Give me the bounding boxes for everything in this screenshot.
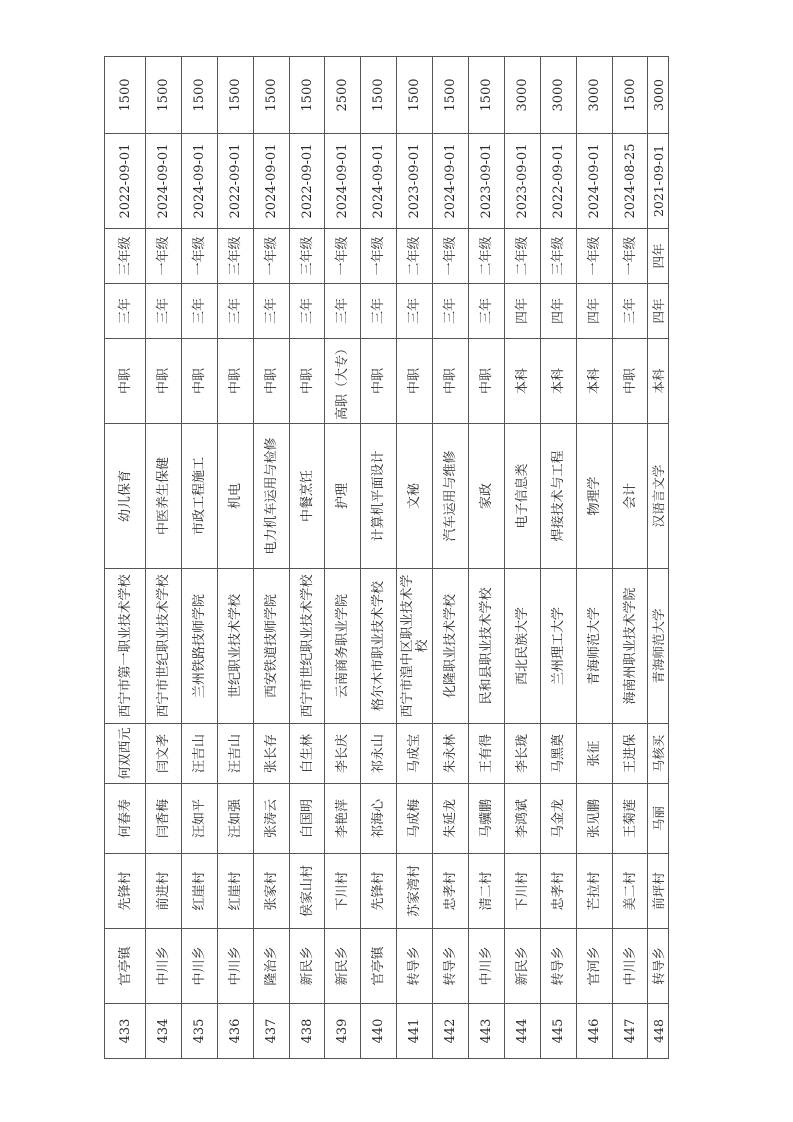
town-cell: 转导乡 (540, 929, 576, 1004)
table-row (469, 57, 505, 1059)
education-level-cell: 中职 (433, 339, 469, 424)
rotated-table-wrapper (104, 57, 669, 1059)
town-cell: 中川乡 (146, 929, 182, 1004)
major-cell: 计算机平面设计 (361, 424, 397, 569)
school-cell: 格尔木市职业技术学校 (361, 569, 397, 724)
school-cell: 西安铁道技师学院 (253, 569, 289, 724)
grade-cell: 一年级 (576, 229, 612, 284)
table-body (105, 57, 669, 1059)
education-level-cell: 中职 (105, 339, 146, 424)
grade-cell: 三年级 (105, 229, 146, 284)
grade-cell: 三年级 (217, 229, 253, 284)
education-level-cell: 中职 (253, 339, 289, 424)
row-number-cell: 434 (146, 1004, 182, 1059)
enrollment-date-cell: 2023-09-01 (469, 134, 505, 229)
subsidy-amount-cell: 1500 (433, 57, 469, 134)
enrollment-date-cell: 2024-09-01 (325, 134, 361, 229)
major-cell: 汽车运用与维修 (433, 424, 469, 569)
student-name-cell: 李艳萍 (325, 784, 361, 854)
student-name-cell: 张见鹏 (576, 784, 612, 854)
grade-cell: 二年级 (504, 229, 540, 284)
student-name-cell: 马丽 (648, 784, 669, 854)
enrollment-date-cell: 2024-09-01 (433, 134, 469, 229)
row-number-cell: 436 (217, 1004, 253, 1059)
grade-cell: 一年级 (146, 229, 182, 284)
table-row (361, 57, 397, 1059)
student-name-cell: 朱延龙 (433, 784, 469, 854)
student-name-cell: 李鸿斌 (504, 784, 540, 854)
major-cell: 市政工程施工 (181, 424, 217, 569)
row-number-cell: 441 (397, 1004, 433, 1059)
major-cell: 电子信息类 (504, 424, 540, 569)
town-cell: 官河乡 (576, 929, 612, 1004)
program-length-cell: 三年 (105, 284, 146, 339)
subsidy-amount-cell: 3000 (648, 57, 669, 134)
education-level-cell: 本科 (648, 339, 669, 424)
program-length-cell: 四年 (576, 284, 612, 339)
row-number-cell: 445 (540, 1004, 576, 1059)
school-cell: 海南州职业技术学院 (612, 569, 648, 724)
major-cell: 焊接技术与工程 (540, 424, 576, 569)
guardian-name-cell: 王有得 (469, 724, 505, 784)
major-cell: 电力机车运用与检修 (253, 424, 289, 569)
row-number-cell: 443 (469, 1004, 505, 1059)
program-length-cell: 四年 (648, 284, 669, 339)
row-number-cell: 437 (253, 1004, 289, 1059)
subsidy-amount-cell: 1500 (181, 57, 217, 134)
grade-cell: 一年级 (253, 229, 289, 284)
town-cell: 新民乡 (504, 929, 540, 1004)
table-row (433, 57, 469, 1059)
education-level-cell: 本科 (504, 339, 540, 424)
program-length-cell: 三年 (397, 284, 433, 339)
row-number-cell: 442 (433, 1004, 469, 1059)
guardian-name-cell: 汪吉山 (217, 724, 253, 784)
enrollment-date-cell: 2024-09-01 (576, 134, 612, 229)
education-level-cell: 中职 (146, 339, 182, 424)
enrollment-date-cell: 2024-09-01 (181, 134, 217, 229)
guardian-name-cell: 朱永林 (433, 724, 469, 784)
enrollment-date-cell: 2021-09-01 (648, 134, 669, 229)
town-cell: 转导乡 (648, 929, 669, 1004)
major-cell: 文秘 (397, 424, 433, 569)
education-level-cell: 中职 (289, 339, 325, 424)
town-cell: 转导乡 (397, 929, 433, 1004)
town-cell: 中川乡 (217, 929, 253, 1004)
rotated-page (104, 57, 669, 1059)
table-row (181, 57, 217, 1059)
village-cell: 忠孝村 (433, 854, 469, 929)
grade-cell: 三年级 (540, 229, 576, 284)
major-cell: 会计 (612, 424, 648, 569)
guardian-name-cell: 马成宝 (397, 724, 433, 784)
table-row (146, 57, 182, 1059)
table-row (576, 57, 612, 1059)
subsidy-amount-cell: 3000 (504, 57, 540, 134)
guardian-name-cell: 张征 (576, 724, 612, 784)
row-number-cell: 433 (105, 1004, 146, 1059)
major-cell: 物理学 (576, 424, 612, 569)
student-name-cell: 张涛云 (253, 784, 289, 854)
village-cell: 苏家湾村 (397, 854, 433, 929)
program-length-cell: 三年 (289, 284, 325, 339)
enrollment-date-cell: 2023-09-01 (397, 134, 433, 229)
table-row (397, 57, 433, 1059)
grade-cell: 三年级 (289, 229, 325, 284)
program-length-cell: 三年 (217, 284, 253, 339)
program-length-cell: 四年 (540, 284, 576, 339)
major-cell: 家政 (469, 424, 505, 569)
guardian-name-cell: 马核买 (648, 724, 669, 784)
town-cell: 官亭镇 (361, 929, 397, 1004)
subsidy-amount-cell: 1500 (397, 57, 433, 134)
education-level-cell: 本科 (540, 339, 576, 424)
program-length-cell: 三年 (469, 284, 505, 339)
guardian-name-cell: 李长庆 (325, 724, 361, 784)
town-cell: 转导乡 (433, 929, 469, 1004)
student-name-cell: 马成梅 (397, 784, 433, 854)
program-length-cell: 三年 (433, 284, 469, 339)
education-level-cell: 中职 (217, 339, 253, 424)
program-length-cell: 三年 (146, 284, 182, 339)
student-name-cell: 何春寿 (105, 784, 146, 854)
student-name-cell: 祁海心 (361, 784, 397, 854)
subsidy-amount-cell: 3000 (576, 57, 612, 134)
village-cell: 美二村 (612, 854, 648, 929)
town-cell: 官亭镇 (105, 929, 146, 1004)
village-cell: 张家村 (253, 854, 289, 929)
enrollment-date-cell: 2022-09-01 (540, 134, 576, 229)
table-row (648, 57, 669, 1059)
student-name-cell: 汪如平 (181, 784, 217, 854)
guardian-name-cell: 李长珑 (504, 724, 540, 784)
grade-cell: 一年级 (325, 229, 361, 284)
guardian-name-cell: 闫文孝 (146, 724, 182, 784)
school-cell: 青海师范大学 (576, 569, 612, 724)
row-number-cell: 439 (325, 1004, 361, 1059)
program-length-cell: 三年 (612, 284, 648, 339)
program-length-cell: 四年 (504, 284, 540, 339)
subsidy-amount-cell: 1500 (146, 57, 182, 134)
subsidy-amount-cell: 1500 (217, 57, 253, 134)
subsidy-amount-cell: 1500 (253, 57, 289, 134)
enrollment-date-cell: 2024-08-25 (612, 134, 648, 229)
major-cell: 护理 (325, 424, 361, 569)
guardian-name-cell: 何双西元 (105, 724, 146, 784)
major-cell: 中餐烹饪 (289, 424, 325, 569)
grade-cell: 一年级 (612, 229, 648, 284)
enrollment-date-cell: 2022-09-01 (289, 134, 325, 229)
table-row (105, 57, 146, 1059)
education-level-cell: 中职 (397, 339, 433, 424)
guardian-name-cell: 祁永山 (361, 724, 397, 784)
village-cell: 忠孝村 (540, 854, 576, 929)
town-cell: 新民乡 (289, 929, 325, 1004)
subsidy-amount-cell: 1500 (361, 57, 397, 134)
village-cell: 前坪村 (648, 854, 669, 929)
village-cell: 前进村 (146, 854, 182, 929)
village-cell: 下川村 (325, 854, 361, 929)
student-name-cell: 白国明 (289, 784, 325, 854)
school-cell: 西宁市第一职业技术学校 (105, 569, 146, 724)
town-cell: 中川乡 (469, 929, 505, 1004)
grade-cell: 四年 (648, 229, 669, 284)
row-number-cell: 444 (504, 1004, 540, 1059)
enrollment-date-cell: 2024-09-01 (361, 134, 397, 229)
program-length-cell: 三年 (361, 284, 397, 339)
town-cell: 新民乡 (325, 929, 361, 1004)
school-cell: 西北民族大学 (504, 569, 540, 724)
school-cell: 西宁市湟中区职业技术学校 (397, 569, 433, 724)
education-level-cell: 中职 (612, 339, 648, 424)
program-length-cell: 三年 (253, 284, 289, 339)
education-level-cell: 中职 (469, 339, 505, 424)
subsidy-amount-cell: 3000 (540, 57, 576, 134)
town-cell: 隆治乡 (253, 929, 289, 1004)
grade-cell: 二年级 (469, 229, 505, 284)
subsidy-amount-cell: 1500 (469, 57, 505, 134)
education-level-cell: 本科 (576, 339, 612, 424)
row-number-cell: 440 (361, 1004, 397, 1059)
table-row (504, 57, 540, 1059)
row-number-cell: 438 (289, 1004, 325, 1059)
table-row (612, 57, 648, 1059)
town-cell: 中川乡 (612, 929, 648, 1004)
subsidy-amount-cell: 1500 (612, 57, 648, 134)
grade-cell: 二年级 (397, 229, 433, 284)
guardian-name-cell: 白生林 (289, 724, 325, 784)
major-cell: 中医养生保健 (146, 424, 182, 569)
guardian-name-cell: 马黑奠 (540, 724, 576, 784)
table-row (289, 57, 325, 1059)
student-name-cell: 马骥鹏 (469, 784, 505, 854)
enrollment-date-cell: 2023-09-01 (504, 134, 540, 229)
table-row (325, 57, 361, 1059)
enrollment-date-cell: 2024-09-01 (146, 134, 182, 229)
row-number-cell: 435 (181, 1004, 217, 1059)
subsidy-amount-cell: 1500 (105, 57, 146, 134)
school-cell: 兰州铁路技师学院 (181, 569, 217, 724)
school-cell: 西宁市世纪职业技术学校 (289, 569, 325, 724)
guardian-name-cell: 王进保 (612, 724, 648, 784)
education-level-cell: 中职 (361, 339, 397, 424)
village-cell: 先锋村 (105, 854, 146, 929)
school-cell: 云南商务职业学院 (325, 569, 361, 724)
major-cell: 机电 (217, 424, 253, 569)
grade-cell: 一年级 (181, 229, 217, 284)
subsidy-amount-cell: 2500 (325, 57, 361, 134)
program-length-cell: 三年 (181, 284, 217, 339)
guardian-name-cell: 汪吉山 (181, 724, 217, 784)
town-cell: 中川乡 (181, 929, 217, 1004)
student-name-cell: 马金龙 (540, 784, 576, 854)
enrollment-date-cell: 2024-09-01 (253, 134, 289, 229)
subsidy-amount-cell: 1500 (289, 57, 325, 134)
grade-cell: 一年级 (433, 229, 469, 284)
village-cell: 下川村 (504, 854, 540, 929)
student-name-cell: 汪如强 (217, 784, 253, 854)
row-number-cell: 446 (576, 1004, 612, 1059)
enrollment-date-cell: 2022-09-01 (105, 134, 146, 229)
row-number-cell: 447 (612, 1004, 648, 1059)
enrollment-date-cell: 2022-09-01 (217, 134, 253, 229)
student-subsidy-table (104, 56, 669, 1059)
village-cell: 清二村 (469, 854, 505, 929)
school-cell: 化隆职业技术学校 (433, 569, 469, 724)
school-cell: 西宁市世纪职业技术学校 (146, 569, 182, 724)
grade-cell: 一年级 (361, 229, 397, 284)
student-name-cell: 王菊莲 (612, 784, 648, 854)
major-cell: 幼儿保育 (105, 424, 146, 569)
student-name-cell: 闫香梅 (146, 784, 182, 854)
table-row (217, 57, 253, 1059)
guardian-name-cell: 张长存 (253, 724, 289, 784)
village-cell: 红崖村 (181, 854, 217, 929)
village-cell: 侯家山村 (289, 854, 325, 929)
table-row (253, 57, 289, 1059)
school-cell: 民和县职业技术学校 (469, 569, 505, 724)
row-number-cell: 448 (648, 1004, 669, 1059)
table-row (540, 57, 576, 1059)
program-length-cell: 三年 (325, 284, 361, 339)
village-cell: 先锋村 (361, 854, 397, 929)
village-cell: 芒拉村 (576, 854, 612, 929)
major-cell: 汉语言文学 (648, 424, 669, 569)
school-cell: 兰州理工大学 (540, 569, 576, 724)
school-cell: 世纪职业技术学校 (217, 569, 253, 724)
education-level-cell: 中职 (181, 339, 217, 424)
village-cell: 红崖村 (217, 854, 253, 929)
education-level-cell: 高职（大专） (325, 339, 361, 424)
school-cell: 青海师范大学 (648, 569, 669, 724)
